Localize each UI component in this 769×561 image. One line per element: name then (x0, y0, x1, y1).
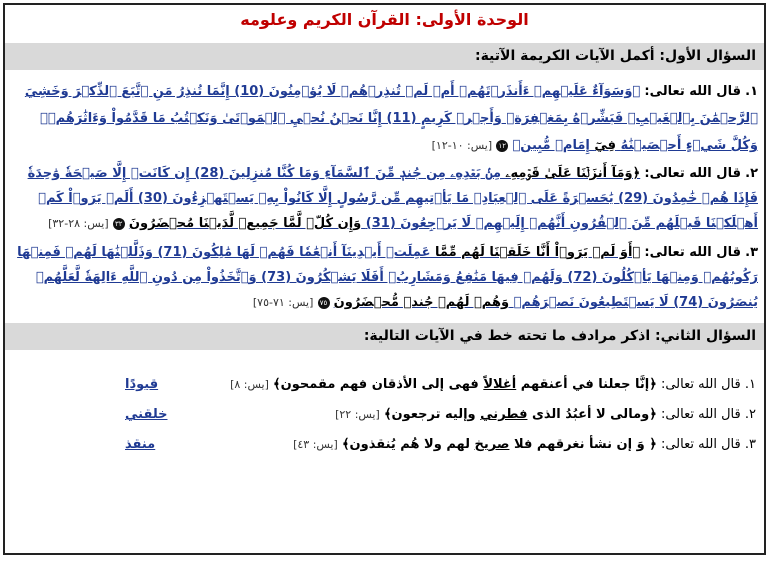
verse-answer-part-2: إِمَامٖ مُّبِينٖ (512, 138, 590, 153)
q2-item-2 (5, 400, 764, 430)
verse-answer-part: عَمِلَتۡ أَيۡدِينَآ أَنۡعَٰمٗا فَهُمۡ لَهَا مَٰلِكُونَ (71) وَذَلَّلۡنَٰهَا لَهُمۡ فَمِنۡهَا رَكُوبُهُمۡ وَمِنۡهَا يَأۡكُلُونَ (72) وَلَهُمۡ فِيهَا مَنَٰفِعُ وَمَشَارِبُۚ أَفَلَا يَشۡكُرُونَ (73) وَٱتَّخَذُواْ مِن دُونِ ٱللَّهِ ءَالِهَةٗ لَّعَلَّهُمۡ يُنصَرُونَ (74) لَا يَسۡتَطِيعُونَ نَصۡرَهُمۡ (17, 245, 758, 310)
question-1-heading: السؤال الأول: أكمل الآيات الكريمة الآتية: (5, 43, 764, 70)
verse-before-word: ﴿إنَّا جعلنا في أعنقهم (520, 377, 657, 392)
verse-reference: [يس: ٧١-٧٥] (252, 296, 314, 309)
item-number: ٢. (745, 166, 758, 181)
verse-given-part: فِيٓ (594, 138, 617, 153)
verse-reference: [يس: ١٠-١٢] (431, 139, 493, 152)
underlined-word: صريخ (474, 437, 510, 452)
verse-after-word: فهى إلى الأذقان فهم مقمحون﴾ (273, 377, 479, 392)
verse-reference: [يس: ٨] (230, 378, 269, 391)
unit-label: الوحدة الأولى: (415, 10, 529, 29)
verse-text (384, 407, 657, 422)
item-intro: قال الله تعالى: (660, 407, 741, 422)
item-intro: قال الله تعالى: (644, 166, 741, 181)
verse-answer-part: مِنۢ بَعۡدِهِۦ مِن جُندٖ مِّنَ ٱلسَّمَآءِ وَمَا كُنَّا مُنزِلِينَ (28) إِن كَانَتۡ إِلَّا صَيۡحَةٗ وَٰحِدَةٗ فَإِذَا هُمۡ خَٰمِدُونَ (29) يَٰحَسۡرَةً عَلَى ٱلۡعِبَادِۚ مَا يَأۡتِيهِم مِّن رَّسُولٍ إِلَّا كَانُواْ بِهِۦ يَسۡتَهۡزِءُونَ (30) أَلَمۡ يَرَوۡاْ كَمۡ أَهۡلَكۡنَا قَبۡلَهُم مِّنَ ٱلۡقُرُونِ أَنَّهُمۡ إِلَيۡهِمۡ لَا يَرۡجِعُونَ (31) (27, 166, 758, 231)
item-intro: قال الله تعالى: (660, 377, 741, 392)
verse-before-word: ﴿ وَ إن نشأ نغرقهم فلا (513, 437, 657, 452)
q1-item-1 (5, 78, 764, 159)
item-intro: قال الله تعالى: (644, 84, 741, 99)
verse-text (342, 437, 657, 452)
ayah-end-marker: ١٢ (496, 140, 508, 152)
verse-reference: [يس: ٢٢] (335, 408, 380, 421)
synonym-answer: خلقني (125, 407, 168, 422)
verse-given-part: ﴿أَوَ لَمۡ يَرَوۡاْ أَنَّا خَلَقۡنَا لَهُم مِّمَّا (435, 245, 641, 260)
item-number: ٢. (744, 407, 756, 422)
verse-given-part-2: وَهُمۡ لَهُمۡ جُندٞ مُّحۡضَرُونَ (333, 295, 510, 310)
q2-item-1 (5, 370, 764, 400)
verse-after-word: لهم ولا هُم يُنقذون﴾ (341, 437, 470, 452)
ayah-end-marker: ٣٢ (113, 218, 125, 230)
question-2-heading: السؤال الثاني: اذكر مرادف ما تحته خط في الآيات التالية: (5, 323, 764, 350)
underlined-word: فطرني (480, 407, 528, 422)
q2-item-3 (5, 430, 764, 460)
item-number: ١. (744, 377, 756, 392)
ayah-end-marker: ٧٥ (318, 297, 330, 309)
verse-text (273, 377, 657, 392)
item-number: ١. (745, 84, 758, 99)
verse-reference: [يس: ٢٨-٣٢] (48, 217, 109, 230)
q1-item-3 (5, 240, 764, 315)
verse-before-word: ﴿ومالى لا أعبُدُ الذى (531, 407, 657, 422)
verse-reference: [يس: ٤٣] (293, 438, 338, 451)
item-number: ٣. (745, 245, 758, 260)
item-intro: قال الله تعالى: (644, 245, 741, 260)
worksheet-page (3, 3, 766, 555)
unit-name: القرآن الكريم وعلومه (240, 10, 410, 29)
unit-title (5, 5, 764, 35)
item-number: ٣. (744, 437, 756, 452)
verse-given-part: ﴿وَمَآ أَنزَلۡنَا عَلَىٰ قَوۡمِهِۦ (505, 166, 641, 181)
underlined-word: أغلالاً (483, 377, 517, 392)
q1-item-2 (5, 161, 764, 236)
verse-answer-part-1: ﴿وَسَوَآءٌ عَلَيۡهِمۡ ءَأَنذَرۡتَهُمۡ أَمۡ لَمۡ تُنذِرۡهُمۡ لَا يُؤۡمِنُونَ (10) إِنَّمَا تُنذِرُ مَنِ ٱتَّبَعَ ٱلذِّكۡرَ وَخَشِيَ ٱلرَّحۡمَٰنَ بِٱلۡغَيۡبِۖ فَبَشِّرۡهُ بِمَغۡفِرَةٖ وَأَجۡرٖ كَرِيمٍ (11) إِنَّا نَحۡنُ نُحۡيِ ٱلۡمَوۡتَىٰ وَنَكۡتُبُ مَا قَدَّمُواْ وَءَاثَٰرَهُمۡۚ وَكُلَّ شَيۡءٍ أَحۡصَيۡنَٰهُ (24, 84, 758, 153)
verse-given-part-2: وَإِن كُلّٞ لَّمَّا جَمِيعٞ لَّدَيۡنَا مُحۡضَرُونَ (128, 216, 362, 231)
synonym-answer: منقذ (125, 437, 156, 452)
item-intro: قال الله تعالى: (660, 437, 741, 452)
synonym-answer: قيودًا (125, 377, 159, 392)
verse-after-word: وإليه ترجعون﴾ (383, 407, 476, 422)
